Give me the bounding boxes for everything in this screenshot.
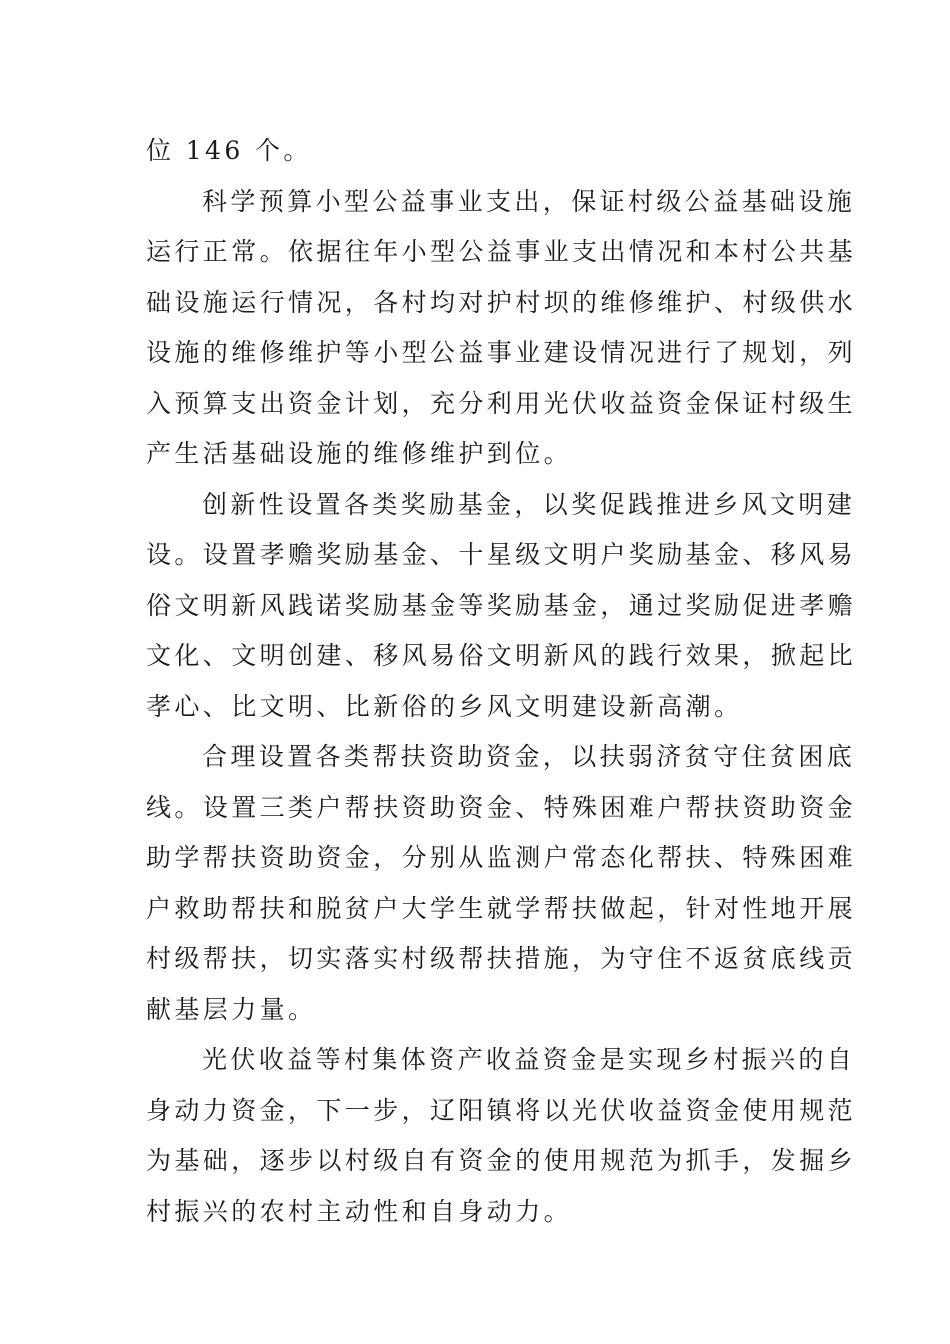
text-line: 础设施运行情况，各村均对护村坝的维修维护、村级供水 <box>146 287 857 317</box>
document-body <box>146 126 857 1237</box>
text-line: 村振兴的农村主动性和自身动力。 <box>146 1196 573 1226</box>
text-line: 户救助帮扶和脱贫户大学生就学帮扶做起，针对性地开展 <box>146 893 857 923</box>
text-line: 孝心、比文明、比新俗的乡风文明建设新高潮。 <box>146 691 743 721</box>
text-line: 创新性设置各类奖励基金，以奖促践推进乡风文明建 <box>202 489 856 519</box>
text-line: 助学帮扶资助资金，分别从监测户常态化帮扶、特殊困难 <box>146 843 857 872</box>
text-line: 位 146 个。 <box>146 136 312 165</box>
paragraph-5 <box>146 1035 857 1237</box>
text-line: 献基层力量。 <box>146 994 317 1024</box>
text-line: 产生活基础设施的维修维护到位。 <box>146 439 573 468</box>
text-line: 科学预算小型公益事业支出，保证村级公益基础设施 <box>202 186 856 216</box>
paragraph-3 <box>146 480 857 733</box>
text-line: 设施的维修维护等小型公益事业建设情况进行了规划，列 <box>146 338 857 367</box>
paragraph-4 <box>146 732 857 1035</box>
text-line: 村级帮扶，切实落实村级帮扶措施，为守住不返贫底线贡 <box>146 944 857 973</box>
text-line: 光伏收益等村集体资产收益资金是实现乡村振兴的自 <box>202 1045 856 1074</box>
text-line: 设。设置孝赡奖励基金、十星级文明户奖励基金、移风易 <box>146 540 857 569</box>
text-line: 运行正常。依据往年小型公益事业支出情况和本村公共基 <box>146 237 857 266</box>
text-line: 文化、文明创建、移风易俗文明新风的践行效果，掀起比 <box>146 641 857 670</box>
text-line: 为基础，逐步以村级自有资金的使用规范为抓手，发掘乡 <box>146 1146 857 1175</box>
paragraph-2 <box>146 177 857 480</box>
text-line: 身动力资金，下一步，辽阳镇将以光伏收益资金使用规范 <box>146 1095 857 1125</box>
paragraph-1 <box>146 126 808 177</box>
text-line: 线。设置三类户帮扶资助资金、特殊困难户帮扶资助资金 <box>146 792 857 822</box>
text-line: 入预算支出资金计划，充分利用光伏收益资金保证村级生 <box>146 388 857 418</box>
text-line: 俗文明新风践诺奖励基金等奖励基金，通过奖励促进孝赡 <box>146 590 857 620</box>
text-line: 合理设置各类帮扶资助资金，以扶弱济贫守住贫困底 <box>202 742 856 771</box>
